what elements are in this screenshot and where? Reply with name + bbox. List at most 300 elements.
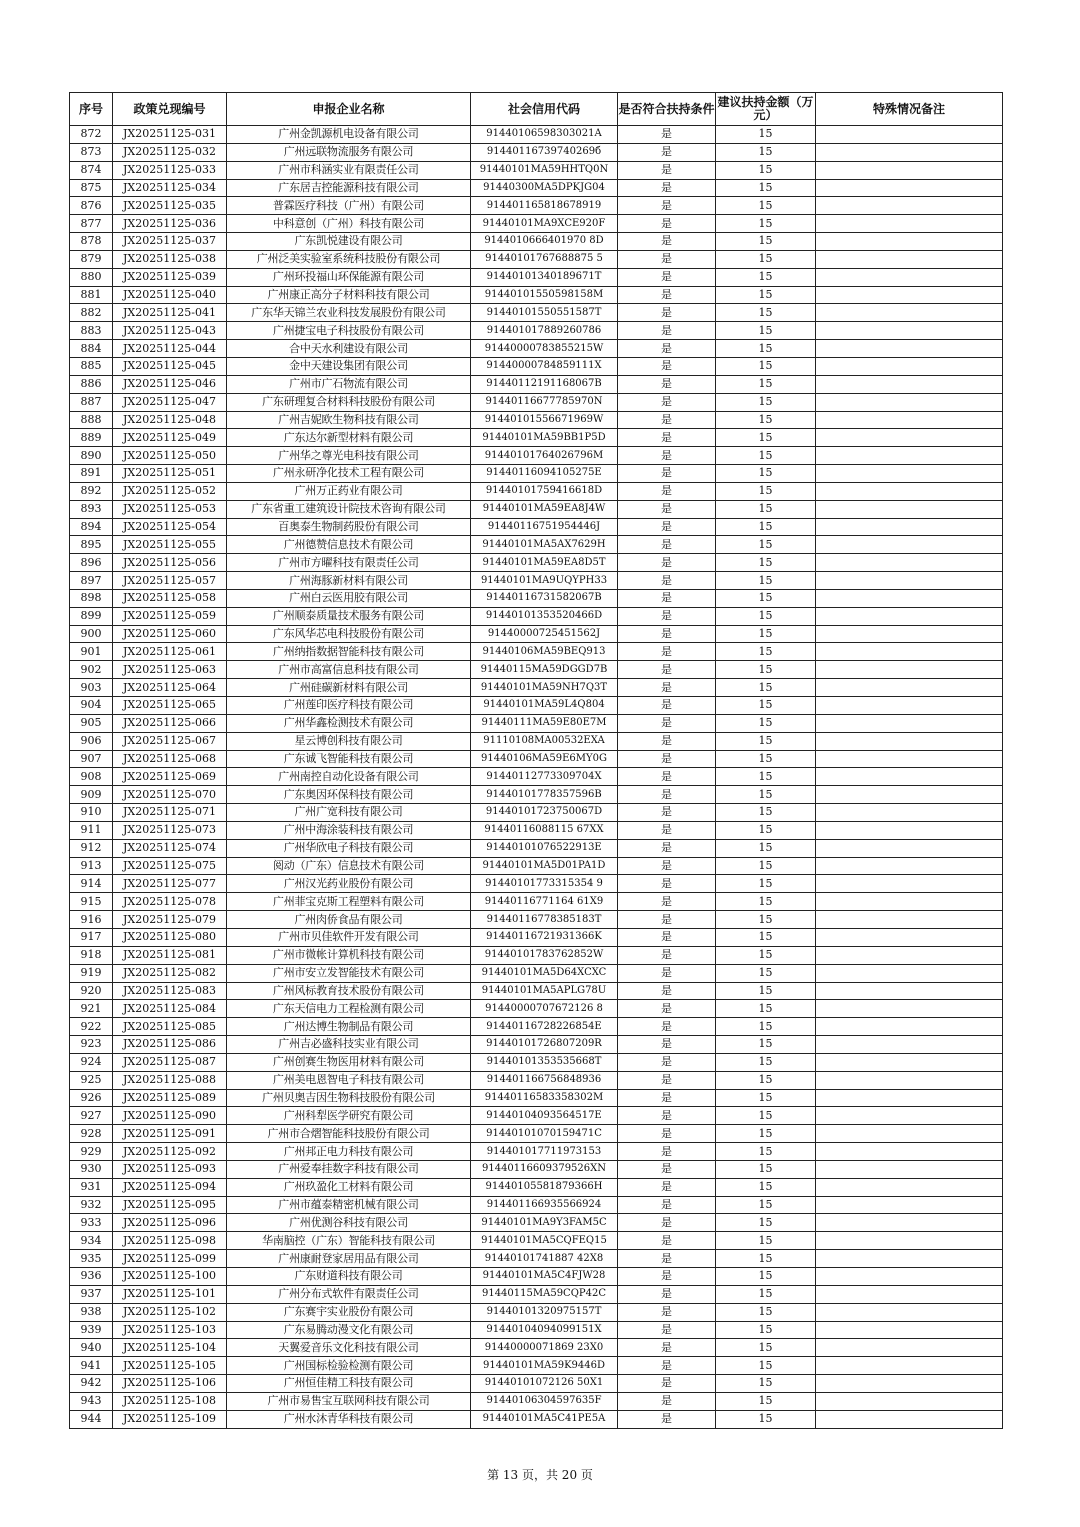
cell-eligible: 是 bbox=[618, 411, 716, 429]
cell-policy-number: JX20251125-035 bbox=[113, 197, 227, 215]
cell-policy-number: JX20251125-088 bbox=[113, 1071, 227, 1089]
cell-eligible: 是 bbox=[618, 447, 716, 465]
cell-credit-code: 91440101741887 42X8 bbox=[471, 1250, 618, 1268]
cell-amount: 15 bbox=[716, 661, 816, 679]
cell-amount: 15 bbox=[716, 465, 816, 483]
cell-company-name: 金中天建设集团有限公司 bbox=[227, 357, 471, 375]
cell-serial: 943 bbox=[70, 1392, 113, 1410]
cell-eligible: 是 bbox=[618, 1196, 716, 1214]
cell-serial: 912 bbox=[70, 839, 113, 857]
cell-company-name: 广州科犁医学研究有限公司 bbox=[227, 1107, 471, 1125]
cell-eligible: 是 bbox=[618, 1375, 716, 1393]
cell-serial: 897 bbox=[70, 572, 113, 590]
cell-credit-code: 91440101MA5C41PE5A bbox=[471, 1410, 618, 1428]
cell-eligible: 是 bbox=[618, 1392, 716, 1410]
cell-remarks bbox=[816, 500, 1003, 518]
cell-credit-code: 914401017889260786 bbox=[471, 322, 618, 340]
cell-policy-number: JX20251125-099 bbox=[113, 1250, 227, 1268]
policy-table bbox=[69, 92, 1003, 1429]
table-row bbox=[70, 750, 1003, 768]
cell-company-name: 广东研理复合材料科技股份有限公司 bbox=[227, 393, 471, 411]
cell-remarks bbox=[816, 928, 1003, 946]
cell-company-name: 广州华欣电子科技有限公司 bbox=[227, 839, 471, 857]
cell-company-name: 广州德赞信息技术有限公司 bbox=[227, 536, 471, 554]
cell-policy-number: JX20251125-087 bbox=[113, 1053, 227, 1071]
table-row bbox=[70, 304, 1003, 322]
cell-company-name: 广州永研净化技术工程有限公司 bbox=[227, 465, 471, 483]
cell-amount: 15 bbox=[716, 1036, 816, 1054]
cell-company-name: 广州华鑫检测技术有限公司 bbox=[227, 714, 471, 732]
cell-company-name: 中科意创（广州）科技有限公司 bbox=[227, 215, 471, 233]
cell-eligible: 是 bbox=[618, 661, 716, 679]
cell-amount: 15 bbox=[716, 447, 816, 465]
table-row bbox=[70, 197, 1003, 215]
cell-serial: 910 bbox=[70, 804, 113, 822]
cell-eligible: 是 bbox=[618, 322, 716, 340]
cell-amount: 15 bbox=[716, 304, 816, 322]
cell-company-name: 广东赛宇实业股份有限公司 bbox=[227, 1303, 471, 1321]
table-row bbox=[70, 322, 1003, 340]
cell-policy-number: JX20251125-070 bbox=[113, 786, 227, 804]
cell-serial: 902 bbox=[70, 661, 113, 679]
cell-company-name: 广东省重工建筑设计院技术咨询有限公司 bbox=[227, 500, 471, 518]
cell-eligible: 是 bbox=[618, 536, 716, 554]
cell-company-name: 广州华之尊光电科技有限公司 bbox=[227, 447, 471, 465]
cell-company-name: 广州市广石物流有限公司 bbox=[227, 375, 471, 393]
cell-serial: 922 bbox=[70, 1018, 113, 1036]
table-row bbox=[70, 554, 1003, 572]
cell-eligible: 是 bbox=[618, 500, 716, 518]
cell-amount: 15 bbox=[716, 1250, 816, 1268]
cell-company-name: 广州创赛生物医用材料有限公司 bbox=[227, 1053, 471, 1071]
table-row bbox=[70, 179, 1003, 197]
cell-remarks bbox=[816, 1196, 1003, 1214]
cell-policy-number: JX20251125-033 bbox=[113, 161, 227, 179]
cell-eligible: 是 bbox=[618, 750, 716, 768]
cell-amount: 15 bbox=[716, 1285, 816, 1303]
cell-eligible: 是 bbox=[618, 1071, 716, 1089]
cell-amount: 15 bbox=[716, 1357, 816, 1375]
cell-serial: 926 bbox=[70, 1089, 113, 1107]
cell-credit-code: 91440115MA59DGGD7B bbox=[471, 661, 618, 679]
cell-serial: 906 bbox=[70, 732, 113, 750]
cell-amount: 15 bbox=[716, 875, 816, 893]
cell-eligible: 是 bbox=[618, 1214, 716, 1232]
cell-credit-code: 91440106MA59E6MY0G bbox=[471, 750, 618, 768]
cell-policy-number: JX20251125-103 bbox=[113, 1321, 227, 1339]
cell-eligible: 是 bbox=[618, 482, 716, 500]
cell-serial: 901 bbox=[70, 643, 113, 661]
cell-serial: 908 bbox=[70, 768, 113, 786]
table-row bbox=[70, 732, 1003, 750]
table-row bbox=[70, 1321, 1003, 1339]
cell-policy-number: JX20251125-098 bbox=[113, 1232, 227, 1250]
cell-policy-number: JX20251125-083 bbox=[113, 982, 227, 1000]
cell-company-name: 华南脑控（广东）智能科技有限公司 bbox=[227, 1232, 471, 1250]
table-row bbox=[70, 1143, 1003, 1161]
table-row bbox=[70, 518, 1003, 536]
table-row bbox=[70, 1053, 1003, 1071]
cell-credit-code: 91440101767688875 5 bbox=[471, 250, 618, 268]
table-row bbox=[70, 536, 1003, 554]
cell-serial: 872 bbox=[70, 126, 113, 144]
cell-credit-code: 91440112773309704X bbox=[471, 768, 618, 786]
cell-remarks bbox=[816, 1178, 1003, 1196]
table-row bbox=[70, 1214, 1003, 1232]
cell-credit-code: 914401166935566924 bbox=[471, 1196, 618, 1214]
cell-credit-code: 91110108MA00532EXA bbox=[471, 732, 618, 750]
cell-eligible: 是 bbox=[618, 589, 716, 607]
cell-company-name: 广州远联物流服务有限公司 bbox=[227, 143, 471, 161]
cell-policy-number: JX20251125-052 bbox=[113, 482, 227, 500]
cell-eligible: 是 bbox=[618, 393, 716, 411]
cell-eligible: 是 bbox=[618, 1339, 716, 1357]
cell-policy-number: JX20251125-071 bbox=[113, 804, 227, 822]
cell-policy-number: JX20251125-055 bbox=[113, 536, 227, 554]
cell-credit-code: 91440101353520466D bbox=[471, 607, 618, 625]
table-row bbox=[70, 928, 1003, 946]
cell-policy-number: JX20251125-045 bbox=[113, 357, 227, 375]
cell-amount: 15 bbox=[716, 732, 816, 750]
cell-amount: 15 bbox=[716, 1125, 816, 1143]
header-amount: 建议扶持金额（万元） bbox=[716, 93, 816, 126]
cell-eligible: 是 bbox=[618, 518, 716, 536]
cell-amount: 15 bbox=[716, 429, 816, 447]
cell-policy-number: JX20251125-056 bbox=[113, 554, 227, 572]
cell-serial: 931 bbox=[70, 1178, 113, 1196]
cell-policy-number: JX20251125-043 bbox=[113, 322, 227, 340]
cell-policy-number: JX20251125-096 bbox=[113, 1214, 227, 1232]
cell-serial: 916 bbox=[70, 911, 113, 929]
cell-amount: 15 bbox=[716, 964, 816, 982]
cell-credit-code: 91440105581879366H bbox=[471, 1178, 618, 1196]
cell-serial: 939 bbox=[70, 1321, 113, 1339]
cell-credit-code: 91440106MA59BEQ913 bbox=[471, 643, 618, 661]
cell-company-name: 广州水沐青华科技有限公司 bbox=[227, 1410, 471, 1428]
cell-company-name: 广东居吉控能源科技有限公司 bbox=[227, 179, 471, 197]
cell-eligible: 是 bbox=[618, 1125, 716, 1143]
cell-amount: 15 bbox=[716, 946, 816, 964]
cell-policy-number: JX20251125-069 bbox=[113, 768, 227, 786]
cell-eligible: 是 bbox=[618, 625, 716, 643]
cell-company-name: 广州泛美实验室系统科技股份有限公司 bbox=[227, 250, 471, 268]
cell-company-name: 广州风标教育技术股份有限公司 bbox=[227, 982, 471, 1000]
cell-credit-code: 91440101MA59NH7Q3T bbox=[471, 679, 618, 697]
cell-credit-code: 91440101773315354 9 bbox=[471, 875, 618, 893]
cell-eligible: 是 bbox=[618, 1000, 716, 1018]
cell-company-name: 广东易腾动漫文化有限公司 bbox=[227, 1321, 471, 1339]
cell-credit-code: 91440101072126 50X1 bbox=[471, 1375, 618, 1393]
cell-remarks bbox=[816, 714, 1003, 732]
cell-eligible: 是 bbox=[618, 1410, 716, 1428]
cell-company-name: 广州肉侨食品有限公司 bbox=[227, 911, 471, 929]
cell-serial: 876 bbox=[70, 197, 113, 215]
cell-eligible: 是 bbox=[618, 179, 716, 197]
cell-amount: 15 bbox=[716, 1071, 816, 1089]
table-row bbox=[70, 1089, 1003, 1107]
table-row bbox=[70, 1160, 1003, 1178]
table-row bbox=[70, 607, 1003, 625]
policy-table-wrapper bbox=[69, 92, 1002, 1429]
cell-eligible: 是 bbox=[618, 679, 716, 697]
cell-credit-code: 91440104093564517E bbox=[471, 1107, 618, 1125]
table-row bbox=[70, 268, 1003, 286]
cell-remarks bbox=[816, 946, 1003, 964]
cell-eligible: 是 bbox=[618, 732, 716, 750]
cell-policy-number: JX20251125-093 bbox=[113, 1160, 227, 1178]
table-row bbox=[70, 625, 1003, 643]
cell-credit-code: 914401017711973153 bbox=[471, 1143, 618, 1161]
cell-eligible: 是 bbox=[618, 804, 716, 822]
cell-eligible: 是 bbox=[618, 1250, 716, 1268]
cell-company-name: 广州分布式软件有限责任公司 bbox=[227, 1285, 471, 1303]
cell-remarks bbox=[816, 1410, 1003, 1428]
cell-policy-number: JX20251125-078 bbox=[113, 893, 227, 911]
cell-amount: 15 bbox=[716, 340, 816, 358]
table-row bbox=[70, 1018, 1003, 1036]
cell-policy-number: JX20251125-046 bbox=[113, 375, 227, 393]
cell-remarks bbox=[816, 1018, 1003, 1036]
cell-eligible: 是 bbox=[618, 465, 716, 483]
table-row bbox=[70, 233, 1003, 251]
cell-credit-code: 91440300MA5DPKJG04 bbox=[471, 179, 618, 197]
cell-remarks bbox=[816, 268, 1003, 286]
cell-serial: 895 bbox=[70, 536, 113, 554]
cell-policy-number: JX20251125-038 bbox=[113, 250, 227, 268]
cell-serial: 892 bbox=[70, 482, 113, 500]
cell-eligible: 是 bbox=[618, 1232, 716, 1250]
cell-credit-code: 91440101070159471C bbox=[471, 1125, 618, 1143]
cell-remarks bbox=[816, 982, 1003, 1000]
cell-eligible: 是 bbox=[618, 1285, 716, 1303]
cell-company-name: 广东奥因环保科技有限公司 bbox=[227, 786, 471, 804]
table-row bbox=[70, 1036, 1003, 1054]
cell-eligible: 是 bbox=[618, 143, 716, 161]
table-row bbox=[70, 1000, 1003, 1018]
cell-credit-code: 91440106598303021A bbox=[471, 126, 618, 144]
cell-amount: 15 bbox=[716, 1160, 816, 1178]
cell-eligible: 是 bbox=[618, 554, 716, 572]
cell-eligible: 是 bbox=[618, 572, 716, 590]
cell-credit-code: 91440101723750067D bbox=[471, 804, 618, 822]
cell-credit-code: 91440101726807209R bbox=[471, 1036, 618, 1054]
cell-remarks bbox=[816, 1268, 1003, 1286]
cell-remarks bbox=[816, 1321, 1003, 1339]
cell-credit-code: 91440101MA9XCE920F bbox=[471, 215, 618, 233]
cell-policy-number: JX20251125-032 bbox=[113, 143, 227, 161]
header-policy-number: 政策兑现编号 bbox=[113, 93, 227, 126]
cell-company-name: 广州汉光药业股份有限公司 bbox=[227, 875, 471, 893]
cell-company-name: 普霖医疗科技（广州）有限公司 bbox=[227, 197, 471, 215]
cell-credit-code: 91440101353535668T bbox=[471, 1053, 618, 1071]
cell-company-name: 广东天信电力工程检测有限公司 bbox=[227, 1000, 471, 1018]
cell-amount: 15 bbox=[716, 1178, 816, 1196]
cell-eligible: 是 bbox=[618, 982, 716, 1000]
cell-remarks bbox=[816, 304, 1003, 322]
cell-remarks bbox=[816, 679, 1003, 697]
cell-policy-number: JX20251125-089 bbox=[113, 1089, 227, 1107]
cell-credit-code: 91440101320975157T bbox=[471, 1303, 618, 1321]
cell-credit-code: 91440101MA5AX7629H bbox=[471, 536, 618, 554]
cell-eligible: 是 bbox=[618, 911, 716, 929]
cell-serial: 944 bbox=[70, 1410, 113, 1428]
cell-company-name: 广州市易售宝互联网科技有限公司 bbox=[227, 1392, 471, 1410]
cell-credit-code: 91440101759416618D bbox=[471, 482, 618, 500]
cell-company-name: 广州南控自动化设备有限公司 bbox=[227, 768, 471, 786]
cell-company-name: 百奥泰生物制药股份有限公司 bbox=[227, 518, 471, 536]
cell-policy-number: JX20251125-085 bbox=[113, 1018, 227, 1036]
cell-company-name: 广州恒佳精工科技有限公司 bbox=[227, 1375, 471, 1393]
cell-policy-number: JX20251125-048 bbox=[113, 411, 227, 429]
cell-remarks bbox=[816, 732, 1003, 750]
cell-amount: 15 bbox=[716, 126, 816, 144]
table-row bbox=[70, 857, 1003, 875]
cell-amount: 15 bbox=[716, 411, 816, 429]
cell-company-name: 广东凯悦建设有限公司 bbox=[227, 233, 471, 251]
cell-serial: 903 bbox=[70, 679, 113, 697]
cell-remarks bbox=[816, 1250, 1003, 1268]
cell-amount: 15 bbox=[716, 821, 816, 839]
cell-policy-number: JX20251125-036 bbox=[113, 215, 227, 233]
table-row bbox=[70, 1178, 1003, 1196]
table-row bbox=[70, 126, 1003, 144]
cell-credit-code: 91440101MA9UQYPH33 bbox=[471, 572, 618, 590]
cell-eligible: 是 bbox=[618, 357, 716, 375]
cell-company-name: 广州莲印医疗科技有限公司 bbox=[227, 697, 471, 715]
cell-eligible: 是 bbox=[618, 1303, 716, 1321]
cell-eligible: 是 bbox=[618, 375, 716, 393]
cell-serial: 894 bbox=[70, 518, 113, 536]
cell-eligible: 是 bbox=[618, 643, 716, 661]
table-row bbox=[70, 375, 1003, 393]
table-row bbox=[70, 786, 1003, 804]
cell-credit-code: 91440116728226854E bbox=[471, 1018, 618, 1036]
cell-remarks bbox=[816, 143, 1003, 161]
cell-eligible: 是 bbox=[618, 964, 716, 982]
cell-eligible: 是 bbox=[618, 1089, 716, 1107]
cell-company-name: 广东财道科技有限公司 bbox=[227, 1268, 471, 1286]
cell-policy-number: JX20251125-106 bbox=[113, 1375, 227, 1393]
cell-credit-code: 91440104094099151X bbox=[471, 1321, 618, 1339]
cell-amount: 15 bbox=[716, 589, 816, 607]
table-row bbox=[70, 286, 1003, 304]
cell-amount: 15 bbox=[716, 982, 816, 1000]
cell-policy-number: JX20251125-104 bbox=[113, 1339, 227, 1357]
cell-serial: 898 bbox=[70, 589, 113, 607]
cell-credit-code: 91440101MA5D64XCXC bbox=[471, 964, 618, 982]
cell-amount: 15 bbox=[716, 1232, 816, 1250]
cell-serial: 911 bbox=[70, 821, 113, 839]
cell-eligible: 是 bbox=[618, 268, 716, 286]
cell-remarks bbox=[816, 804, 1003, 822]
cell-policy-number: JX20251125-058 bbox=[113, 589, 227, 607]
cell-amount: 15 bbox=[716, 250, 816, 268]
table-row bbox=[70, 1357, 1003, 1375]
table-row bbox=[70, 447, 1003, 465]
cell-serial: 893 bbox=[70, 500, 113, 518]
table-row bbox=[70, 572, 1003, 590]
cell-serial: 914 bbox=[70, 875, 113, 893]
cell-company-name: 广东诚飞智能科技有限公司 bbox=[227, 750, 471, 768]
table-row bbox=[70, 411, 1003, 429]
cell-company-name: 广州市安立发智能技术有限公司 bbox=[227, 964, 471, 982]
cell-policy-number: JX20251125-051 bbox=[113, 465, 227, 483]
cell-eligible: 是 bbox=[618, 839, 716, 857]
cell-policy-number: JX20251125-031 bbox=[113, 126, 227, 144]
cell-serial: 888 bbox=[70, 411, 113, 429]
cell-amount: 15 bbox=[716, 1392, 816, 1410]
table-row bbox=[70, 946, 1003, 964]
cell-credit-code: 91440112191168067B bbox=[471, 375, 618, 393]
cell-credit-code: 91440101076522913E bbox=[471, 839, 618, 857]
cell-company-name: 广州玖盈化工材料有限公司 bbox=[227, 1178, 471, 1196]
cell-remarks bbox=[816, 786, 1003, 804]
table-row bbox=[70, 1125, 1003, 1143]
cell-serial: 917 bbox=[70, 928, 113, 946]
cell-policy-number: JX20251125-059 bbox=[113, 607, 227, 625]
cell-policy-number: JX20251125-086 bbox=[113, 1036, 227, 1054]
cell-amount: 15 bbox=[716, 554, 816, 572]
cell-credit-code: 91440111MA59E80E7M bbox=[471, 714, 618, 732]
cell-policy-number: JX20251125-060 bbox=[113, 625, 227, 643]
cell-policy-number: JX20251125-101 bbox=[113, 1285, 227, 1303]
cell-remarks bbox=[816, 126, 1003, 144]
cell-company-name: 广州硅碳新材料有限公司 bbox=[227, 679, 471, 697]
cell-policy-number: JX20251125-068 bbox=[113, 750, 227, 768]
cell-serial: 880 bbox=[70, 268, 113, 286]
cell-company-name: 广州美电恩智电子科技有限公司 bbox=[227, 1071, 471, 1089]
cell-credit-code: 91440101MA5D01PA1D bbox=[471, 857, 618, 875]
cell-credit-code: 914401165818678919 bbox=[471, 197, 618, 215]
cell-serial: 900 bbox=[70, 625, 113, 643]
cell-amount: 15 bbox=[716, 839, 816, 857]
cell-remarks bbox=[816, 1357, 1003, 1375]
cell-eligible: 是 bbox=[618, 1321, 716, 1339]
cell-policy-number: JX20251125-075 bbox=[113, 857, 227, 875]
table-row bbox=[70, 964, 1003, 982]
cell-remarks bbox=[816, 572, 1003, 590]
cell-serial: 905 bbox=[70, 714, 113, 732]
table-row bbox=[70, 1071, 1003, 1089]
cell-remarks bbox=[816, 750, 1003, 768]
cell-serial: 878 bbox=[70, 233, 113, 251]
cell-serial: 923 bbox=[70, 1036, 113, 1054]
cell-policy-number: JX20251125-040 bbox=[113, 286, 227, 304]
cell-credit-code: 91440101MA59HHTQ0N bbox=[471, 161, 618, 179]
cell-policy-number: JX20251125-061 bbox=[113, 643, 227, 661]
cell-policy-number: JX20251125-037 bbox=[113, 233, 227, 251]
cell-amount: 15 bbox=[716, 572, 816, 590]
cell-serial: 882 bbox=[70, 304, 113, 322]
cell-serial: 886 bbox=[70, 375, 113, 393]
cell-amount: 15 bbox=[716, 643, 816, 661]
cell-remarks bbox=[816, 1160, 1003, 1178]
cell-credit-code: 91440116088115 67XX bbox=[471, 821, 618, 839]
cell-amount: 15 bbox=[716, 1107, 816, 1125]
cell-amount: 15 bbox=[716, 161, 816, 179]
cell-policy-number: JX20251125-079 bbox=[113, 911, 227, 929]
table-row bbox=[70, 482, 1003, 500]
table-row bbox=[70, 161, 1003, 179]
cell-amount: 15 bbox=[716, 1018, 816, 1036]
cell-policy-number: JX20251125-065 bbox=[113, 697, 227, 715]
cell-eligible: 是 bbox=[618, 697, 716, 715]
table-row bbox=[70, 679, 1003, 697]
cell-company-name: 天翼爱音乐文化科技有限公司 bbox=[227, 1339, 471, 1357]
cell-remarks bbox=[816, 215, 1003, 233]
cell-serial: 929 bbox=[70, 1143, 113, 1161]
cell-credit-code: 91440116731582067B bbox=[471, 589, 618, 607]
